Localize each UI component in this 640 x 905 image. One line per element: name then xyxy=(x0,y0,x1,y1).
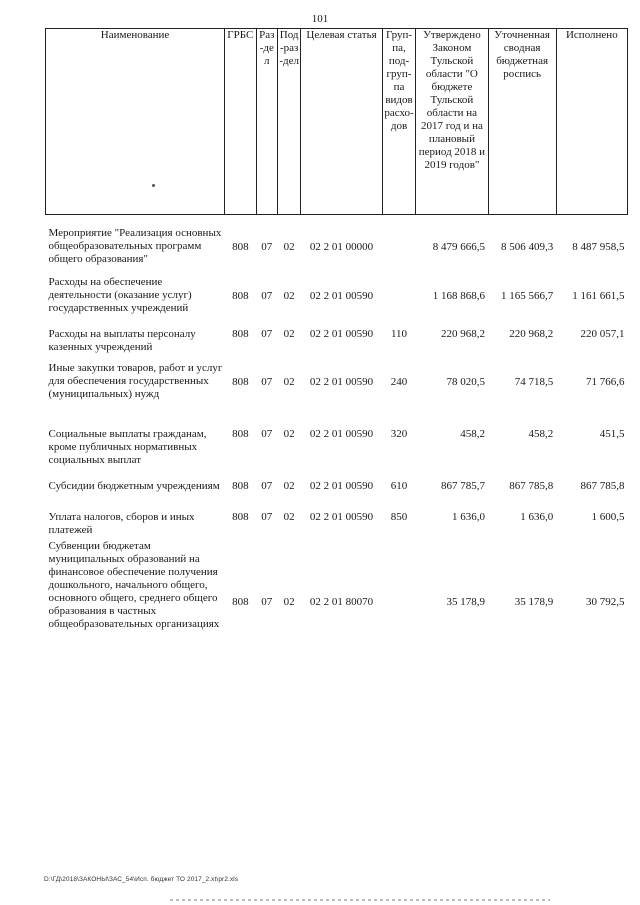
row-name xyxy=(46,215,225,270)
header-razdel: Раз-дел xyxy=(256,29,277,215)
row-refined-text: 1 636,0 xyxy=(520,511,554,523)
row-grbs xyxy=(225,472,257,508)
row-approved-text: 867 785,7 xyxy=(441,480,486,492)
row-name xyxy=(46,508,225,537)
row-executed-text: 30 792,5 xyxy=(586,596,625,608)
row-approved xyxy=(416,320,488,354)
row-executed-text: 1 161 661,5 xyxy=(572,290,625,302)
row-target-article xyxy=(301,269,382,320)
row-refined-text: 220 968,2 xyxy=(509,328,554,340)
row-expense-group-text: 610 xyxy=(390,480,408,492)
row-approved xyxy=(416,508,488,537)
row-grbs-text: 808 xyxy=(232,241,249,253)
row-refined-text: 74 718,5 xyxy=(514,376,554,388)
row-executed-text: 1 600,5 xyxy=(591,511,625,523)
row-refined xyxy=(488,215,556,270)
row-refined xyxy=(488,269,556,320)
row-refined-text: 458,2 xyxy=(528,428,554,440)
row-podrazdel xyxy=(277,215,300,270)
row-refined xyxy=(488,420,556,472)
row-name-text: Мероприятие "Реализация основных общеобразовательных программ общего образования" xyxy=(48,227,222,265)
row-razdel-text: 07 xyxy=(261,241,273,253)
page-number: 101 xyxy=(311,13,329,25)
row-razdel-text: 07 xyxy=(261,290,273,302)
row-podrazdel xyxy=(277,320,300,354)
row-target-article xyxy=(301,420,382,472)
row-podrazdel-text: 02 xyxy=(283,241,295,253)
row-grbs xyxy=(225,508,257,537)
table-header-row xyxy=(46,29,628,215)
row-approved xyxy=(416,354,488,420)
row-razdel-text: 07 xyxy=(261,511,273,523)
row-razdel xyxy=(256,508,277,537)
row-executed-text: 451,5 xyxy=(599,428,625,440)
row-podrazdel-text: 02 xyxy=(283,290,295,302)
row-refined xyxy=(488,354,556,420)
row-approved xyxy=(416,420,488,472)
row-grbs-text: 808 xyxy=(232,480,249,492)
row-grbs xyxy=(225,269,257,320)
row-name xyxy=(46,269,225,320)
row-executed xyxy=(556,215,627,270)
row-podrazdel xyxy=(277,508,300,537)
row-razdel xyxy=(256,420,277,472)
row-grbs-text: 808 xyxy=(232,428,249,440)
row-grbs xyxy=(225,215,257,270)
header-podrazdel: Под-раз-дел xyxy=(277,29,300,215)
row-refined xyxy=(488,472,556,508)
table-row xyxy=(46,537,628,668)
row-target-article xyxy=(301,472,382,508)
row-executed xyxy=(556,320,627,354)
row-grbs-text: 808 xyxy=(232,511,249,523)
row-approved-text: 1 636,0 xyxy=(452,511,486,523)
row-target-article-text: 02 2 01 00590 xyxy=(309,511,374,523)
row-approved-text: 8 479 666,5 xyxy=(432,241,486,253)
row-podrazdel-text: 02 xyxy=(283,480,295,492)
row-approved xyxy=(416,537,488,668)
row-target-article xyxy=(301,354,382,420)
row-podrazdel-text: 02 xyxy=(283,428,295,440)
row-grbs xyxy=(225,354,257,420)
row-refined-text: 1 165 566,7 xyxy=(500,290,554,302)
row-expense-group xyxy=(382,269,416,320)
row-grbs-text: 808 xyxy=(232,596,249,608)
row-podrazdel xyxy=(277,269,300,320)
row-target-article-text: 02 2 01 80070 xyxy=(309,596,374,608)
table-row xyxy=(46,320,628,354)
row-grbs xyxy=(225,320,257,354)
row-expense-group-text: 850 xyxy=(390,511,408,523)
row-name-text: Расходы на обеспечение деятельности (оказание услуг) государственных учреждений xyxy=(48,276,192,314)
row-razdel-text: 07 xyxy=(261,480,273,492)
row-expense-group-text: 110 xyxy=(390,328,408,340)
row-refined xyxy=(488,320,556,354)
row-grbs-text: 808 xyxy=(232,328,249,340)
row-expense-group xyxy=(382,537,416,668)
row-podrazdel-text: 02 xyxy=(283,376,295,388)
row-executed-text: 867 785,8 xyxy=(580,480,625,492)
row-podrazdel-text: 02 xyxy=(283,328,295,340)
row-executed xyxy=(556,354,627,420)
row-podrazdel xyxy=(277,472,300,508)
row-razdel-text: 07 xyxy=(261,376,273,388)
file-path-footer: D:\ГД\2018\ЗАКОНЫ\ЗАС_54\Исп. бюджет ТО 2017_2.xt\pr2.xls xyxy=(44,876,239,883)
table-row xyxy=(46,420,628,472)
row-target-article-text: 02 2 01 00590 xyxy=(309,290,374,302)
row-expense-group xyxy=(382,320,416,354)
row-grbs-text: 808 xyxy=(232,376,249,388)
row-approved-text: 458,2 xyxy=(460,428,486,440)
table-row xyxy=(46,508,628,537)
row-expense-group xyxy=(382,508,416,537)
row-name-text: Иные закупки товаров, работ и услуг для обеспечения государственных (муниципальных) нужд xyxy=(48,362,223,400)
row-name-text: Субвенции бюджетам муниципальных образований на финансовое обеспечение получения дошкольного, начального общего, основного общего, среднего общего образования в частных общеобразовательных организациях xyxy=(48,540,220,630)
row-name-text: Уплата налогов, сборов и иных платежей xyxy=(48,511,195,536)
header-executed: Исполнено xyxy=(556,29,627,215)
row-razdel xyxy=(256,215,277,270)
row-razdel-text: 07 xyxy=(261,328,273,340)
row-razdel xyxy=(256,472,277,508)
row-name-text: Социальные выплаты гражданам, кроме публичных нормативных социальных выплат xyxy=(48,428,207,466)
table-row xyxy=(46,269,628,320)
row-approved xyxy=(416,215,488,270)
row-razdel-text: 07 xyxy=(261,428,273,440)
row-executed-text: 71 766,6 xyxy=(586,376,625,388)
row-podrazdel xyxy=(277,354,300,420)
row-name xyxy=(46,472,225,508)
row-executed xyxy=(556,420,627,472)
row-name-text: Субсидии бюджетным учреждениям xyxy=(48,480,220,492)
row-razdel xyxy=(256,320,277,354)
row-razdel xyxy=(256,354,277,420)
row-executed xyxy=(556,508,627,537)
row-executed xyxy=(556,537,627,668)
row-name xyxy=(46,354,225,420)
table-row xyxy=(46,215,628,270)
row-grbs xyxy=(225,537,257,668)
header-refined: Уточненная сводная бюджетная роспись xyxy=(488,29,556,215)
scan-dot xyxy=(152,184,155,187)
row-target-article xyxy=(301,320,382,354)
row-refined-text: 35 178,9 xyxy=(514,596,554,608)
row-razdel xyxy=(256,537,277,668)
row-target-article-text: 02 2 01 00590 xyxy=(309,428,374,440)
row-razdel xyxy=(256,269,277,320)
row-podrazdel-text: 02 xyxy=(283,511,295,523)
row-expense-group xyxy=(382,420,416,472)
row-target-article xyxy=(301,215,382,270)
row-target-article-text: 02 2 01 00590 xyxy=(309,376,374,388)
row-approved xyxy=(416,269,488,320)
row-approved xyxy=(416,472,488,508)
row-target-article xyxy=(301,537,382,668)
header-approved: Утверждено Законом Тульской области "О бюджете Тульской области на 2017 год и на плановый период 2018 и 2019 годов" xyxy=(416,29,488,215)
row-expense-group-text: 320 xyxy=(390,428,408,440)
row-target-article xyxy=(301,508,382,537)
row-name xyxy=(46,537,225,668)
row-executed xyxy=(556,472,627,508)
row-executed-text: 220 057,1 xyxy=(580,328,625,340)
row-razdel-text: 07 xyxy=(261,596,273,608)
row-executed xyxy=(556,269,627,320)
row-approved-text: 1 168 868,6 xyxy=(432,290,486,302)
row-expense-group-text: 240 xyxy=(390,376,408,388)
row-executed-text: 8 487 958,5 xyxy=(572,241,625,253)
row-refined xyxy=(488,508,556,537)
row-grbs-text: 808 xyxy=(232,290,249,302)
row-target-article-text: 02 2 01 00000 xyxy=(309,241,374,253)
row-approved-text: 78 020,5 xyxy=(446,376,486,388)
row-expense-group xyxy=(382,354,416,420)
row-name-text: Расходы на выплаты персоналу казенных учреждений xyxy=(48,328,196,353)
row-expense-group xyxy=(382,472,416,508)
row-expense-group xyxy=(382,215,416,270)
budget-table xyxy=(45,28,628,668)
header-grbs: ГРБС xyxy=(225,29,257,215)
header-expense-group: Груп-па, под-груп-па видов расхо-дов xyxy=(382,29,416,215)
header-name: Наименование xyxy=(46,29,225,215)
row-approved-text: 220 968,2 xyxy=(441,328,486,340)
header-target-article: Целевая статья xyxy=(301,29,382,215)
row-refined xyxy=(488,537,556,668)
scan-artifact-line xyxy=(170,899,550,901)
row-refined-text: 8 506 409,3 xyxy=(500,241,554,253)
row-name xyxy=(46,320,225,354)
row-podrazdel xyxy=(277,420,300,472)
row-podrazdel-text: 02 xyxy=(283,596,295,608)
row-name xyxy=(46,420,225,472)
row-target-article-text: 02 2 01 00590 xyxy=(309,328,374,340)
row-target-article-text: 02 2 01 00590 xyxy=(309,480,374,492)
table-row xyxy=(46,354,628,420)
row-approved-text: 35 178,9 xyxy=(446,596,486,608)
table-row xyxy=(46,472,628,508)
row-grbs xyxy=(225,420,257,472)
row-refined-text: 867 785,8 xyxy=(509,480,554,492)
row-podrazdel xyxy=(277,537,300,668)
